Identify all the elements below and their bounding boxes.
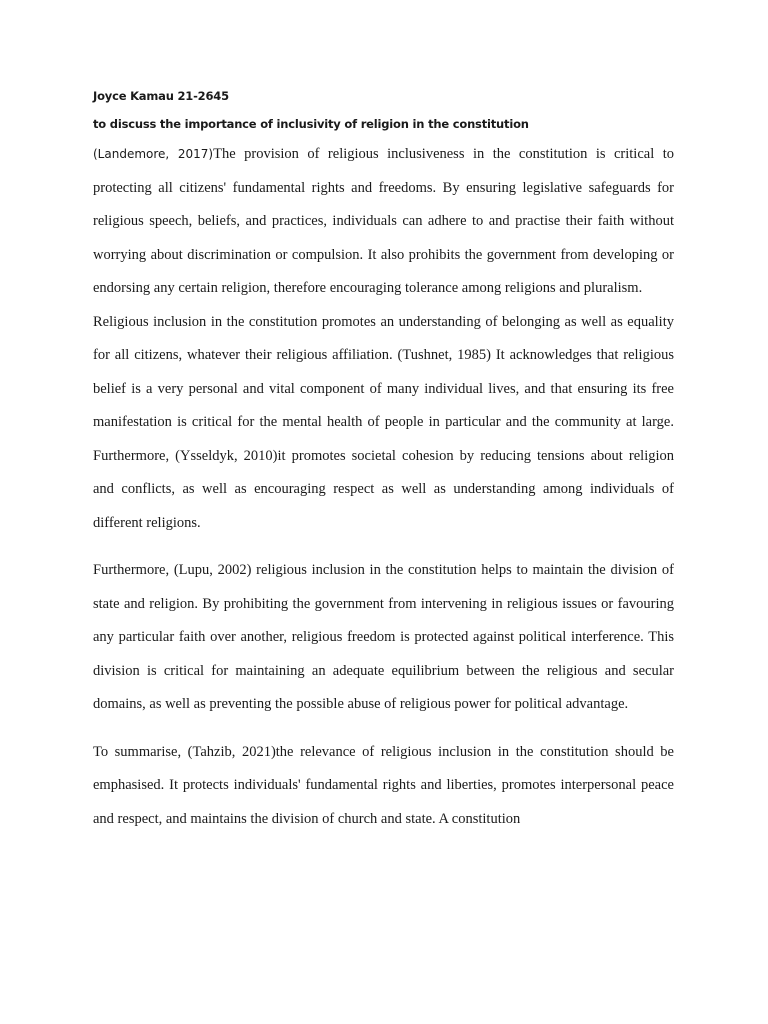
document-body: [93, 86, 674, 836]
paragraph-1: [93, 138, 674, 306]
document-title: to discuss the importance of inclusivity of religion in the constitution: [93, 117, 529, 131]
paragraph-4: To summarise, (Tahzib, 2021)the relevance of religious inclusion in the constitution should be emphasised. It protects individuals' fundamental rights and liberties, promotes interpersonal peace and respect, and maintains the division of church and state. A constitution: [93, 743, 674, 827]
paragraph-3: Furthermore, (Lupu, 2002) religious inclusion in the constitution helps to maintain the division of state and religion. By prohibiting the government from intervening in religious issues or favouring any particular faith over another, religious freedom is protected against political interference. This division is critical for maintaining an adequate equilibrium between the religious and secular domains, as well as preventing the possible abuse of religious power for political advantage.: [93, 562, 674, 712]
author-line: Joyce Kamau 21-2645: [93, 89, 229, 103]
paragraph-1-citation: (Landemore, 2017): [93, 147, 214, 161]
paragraph-2: Religious inclusion in the constitution promotes an understanding of belonging as well as equality for all citizens, whatever their religious affiliation. (Tushnet, 1985) It acknowledges that religious belief is a very personal and vital component of many individual lives, and that ensuring its free manifestation is critical for the mental health of people in particular and the community at large. Furthermore, (Ysseldyk, 2010)it promotes societal cohesion by reducing tensions about religion and conflicts, as well as encouraging respect as well as understanding among individuals of different religions.: [93, 313, 674, 531]
paragraph-1-text: The provision of religious inclusiveness in the constitution is critical to protecting all citizens' fundamental rights and freedoms. By ensuring legislative safeguards for religious speech, beliefs, and practices, individuals can adhere to and practise their faith without worrying about discrimination or compulsion. It also prohibits the government from developing or endorsing any certain religion, therefore encouraging tolerance among religions and pluralism.: [93, 146, 674, 296]
